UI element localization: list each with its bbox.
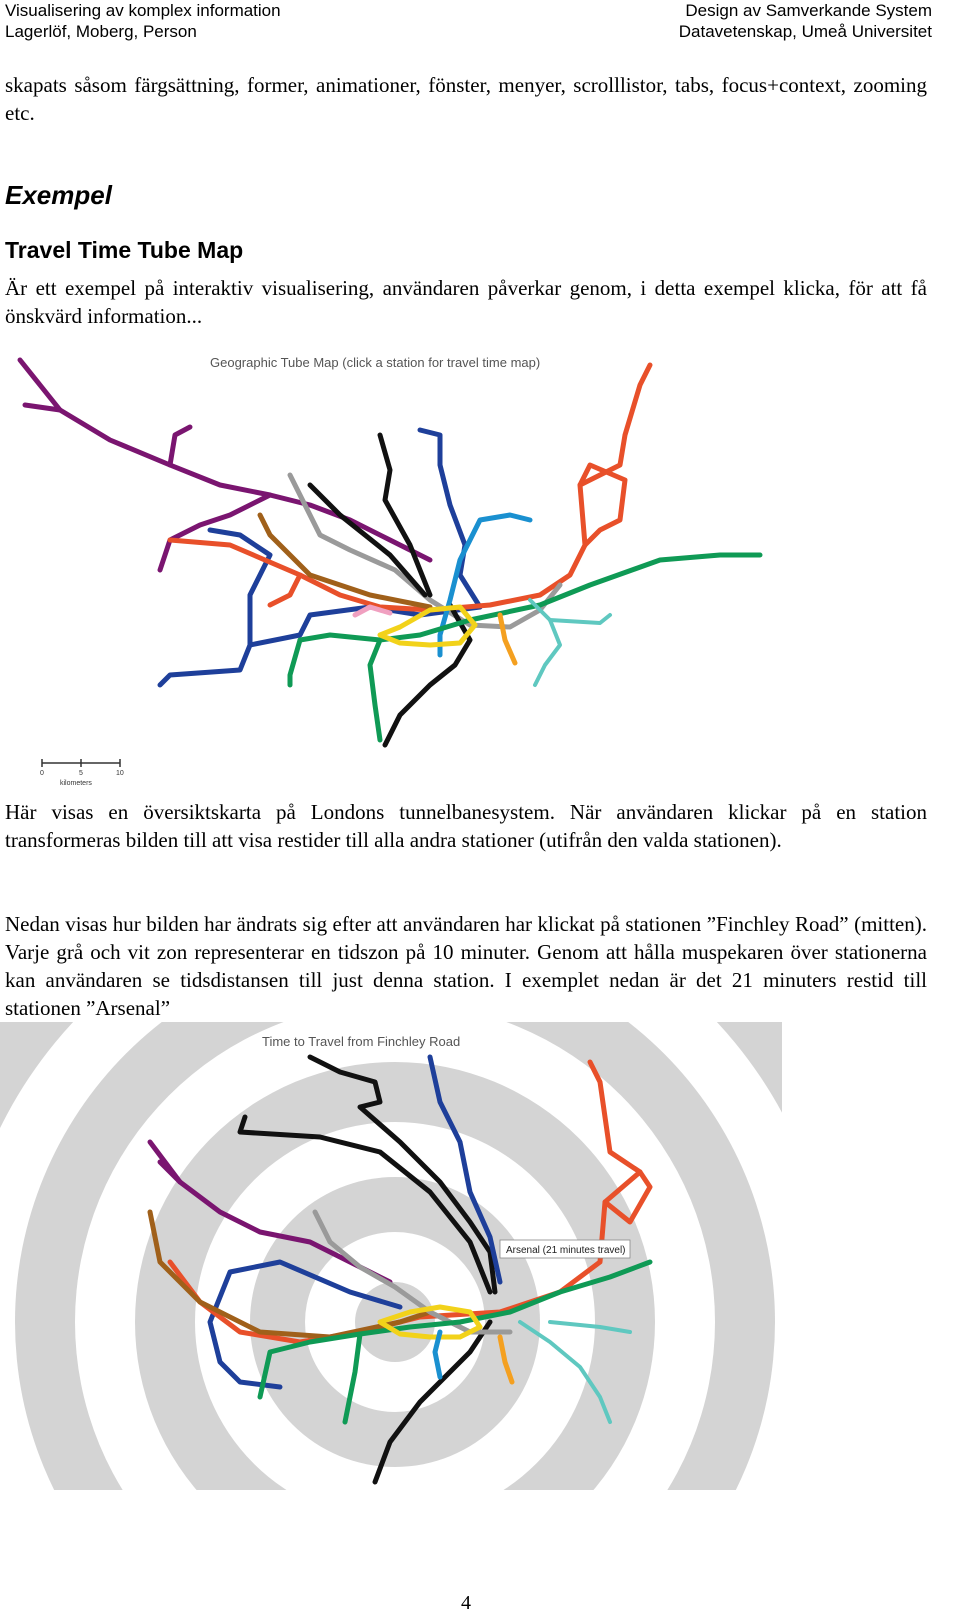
district-south-2 <box>290 640 300 685</box>
district-south-1 <box>370 640 380 740</box>
piccadilly-north <box>420 430 480 607</box>
page-number: 4 <box>461 1592 471 1614</box>
running-header-left <box>5 0 281 42</box>
time-zones <box>0 1022 782 1490</box>
scale-tick-10: 10 <box>116 770 124 777</box>
metropolitan-branch-2 <box>170 427 190 465</box>
geographic-tube-map[interactable] <box>0 345 780 790</box>
travel-time-map[interactable] <box>0 1022 782 1490</box>
scale-unit: kilometers <box>60 780 92 787</box>
description-paragraph: Är ett exempel på interaktiv visualisering, användaren påverkar genom, i detta exempel klicka, för att få önskvärd information... <box>5 276 927 328</box>
running-header-right <box>679 0 932 42</box>
dlr-branch <box>550 615 610 623</box>
department: Datavetenskap, Umeå Universitet <box>678 22 932 41</box>
map2-title: Time to Travel from Finchley Road <box>262 1034 461 1049</box>
scale-bar <box>40 759 124 787</box>
scale-tick-0: 0 <box>40 770 44 777</box>
map1-title: Geographic Tube Map (click a station for travel time map) <box>210 355 541 370</box>
victoria-line <box>440 515 530 655</box>
course-title: Visualisering av komplex information <box>5 1 281 20</box>
bakerloo-line <box>260 515 430 607</box>
authors: Lagerlöf, Moberg, Person <box>5 22 197 41</box>
arsenal-tooltip-text: Arsenal (21 minutes travel) <box>506 1245 626 1256</box>
course-name: Design av Samverkande System <box>685 1 932 20</box>
subsection-heading: Travel Time Tube Map <box>5 237 244 263</box>
scale-tick-5: 5 <box>79 770 83 777</box>
central-loop <box>580 465 625 545</box>
east-london-line <box>500 615 515 663</box>
central-branch <box>270 575 300 605</box>
overview-paragraph: Här visas en översiktskarta på Londons tunnelbanesystem. När användaren klickar på en station transformeras bilden till att visa restider till alla andra stationer (utifrån den valda stationen). <box>5 800 927 852</box>
intro-paragraph: skapats såsom färgsättning, former, animationer, fönster, menyer, scrolllistor, tabs, focus+context, zooming etc. <box>5 73 927 125</box>
section-heading: Exempel <box>5 180 112 210</box>
arsenal-tooltip <box>500 1240 630 1258</box>
finchley-paragraph: Nedan visas hur bilden har ändrats sig efter att användaren har klickat på stationen ”Finchley Road” (mitten). Varje grå och vit zon representerar en tidszon på 10 minuter. Genom att hålla muspekaren över stationerna kan användaren se tidsdistansen till just denna station. I exemplet nedan är det 21 minuters restid till stationen ”Arsenal” <box>5 912 927 1020</box>
